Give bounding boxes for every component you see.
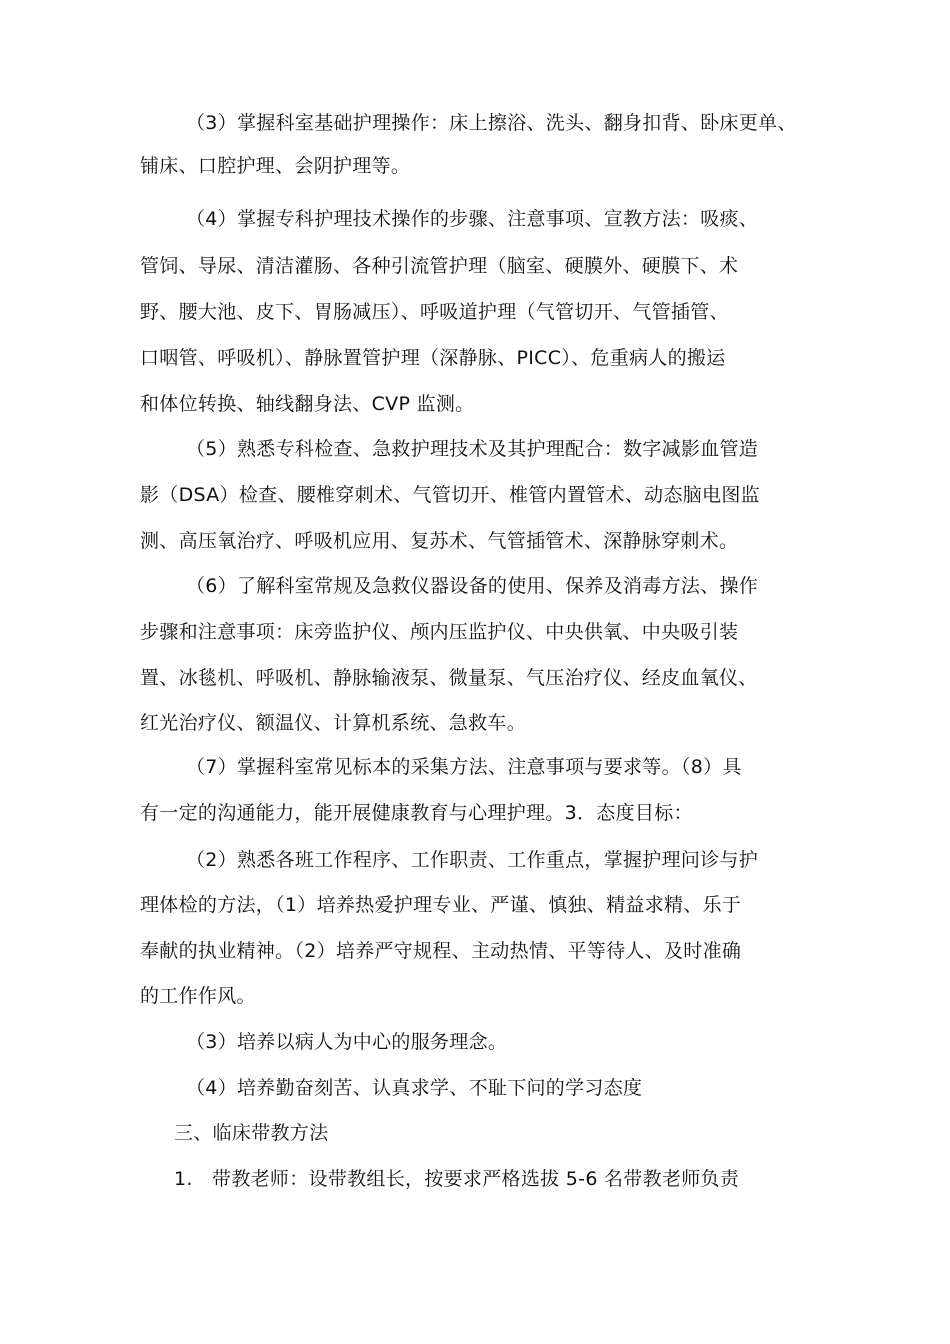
- text-line: 置、冰毯机、呼吸机、静脉输液泵、微量泵、气压治疗仪、经皮血氧仪、: [140, 667, 758, 689]
- text-line: 测、高压氧治疗、呼吸机应用、复苏术、气管插管术、深静脉穿刺术。: [140, 530, 739, 552]
- text-line: 的工作作风。: [140, 985, 256, 1007]
- text-line: （2）熟悉各班工作程序、工作职责、工作重点，掌握护理问诊与护: [186, 849, 759, 871]
- text-line: 野、腰大池、皮下、胃肠减压）、呼吸道护理（气管切开、气管插管、: [140, 301, 729, 323]
- text-line: 口咽管、呼吸机）、静脉置管护理（深静脉、PICC）、危重病人的搬运: [140, 347, 726, 369]
- text-line: 理体检的方法，（1）培养热爱护理专业、严谨、慎独、精益求精、乐于: [140, 894, 742, 916]
- text-line: （3）掌握科室基础护理操作：床上擦浴、洗头、翻身扣背、卧床更单、: [186, 112, 797, 134]
- text-line: （4）掌握专科护理技术操作的步骤、注意事项、宣教方法：吸痰、: [186, 208, 759, 230]
- text-line: （3）培养以病人为中心的服务理念。: [186, 1031, 508, 1053]
- text-line: （4）培养勤奋刻苦、认真求学、不耻下问的学习态度: [186, 1077, 643, 1099]
- section-heading: 三、临床带教方法: [174, 1122, 329, 1144]
- text-line: 红光治疗仪、额温仪、计算机系统、急救车。: [140, 712, 527, 734]
- text-line: （6）了解科室常规及急救仪器设备的使用、保养及消毒方法、操作: [186, 575, 759, 597]
- text-line: 影（DSA）检查、腰椎穿刺术、气管切开、椎管内置管术、动态脑电图监: [140, 484, 760, 506]
- text-line: 有一定的沟通能力，能开展健康教育与心理护理。3．态度目标：: [140, 802, 693, 824]
- text-line: （7）掌握科室常见标本的采集方法、注意事项与要求等。（8）具: [186, 756, 742, 778]
- text-line: 铺床、口腔护理、会阴护理等。: [140, 155, 411, 177]
- text-line: （5）熟悉专科检查、急救护理技术及其护理配合：数字减影血管造: [186, 438, 759, 460]
- text-line: 步骤和注意事项：床旁监护仪、颅内压监护仪、中央供氧、中央吸引装: [140, 621, 739, 643]
- text-line: 和体位转换、轴线翻身法、CVP 监测。: [140, 393, 475, 415]
- text-line: 奉献的执业精神。（2）培养严守规程、主动热情、平等待人、及时准确: [140, 940, 742, 962]
- text-line: 1. 带教老师：设带教组长，按要求严格选拔 5-6 名带教老师负责: [174, 1168, 740, 1190]
- text-line: 管饲、导尿、清洁灌肠、各种引流管护理（脑室、硬膜外、硬膜下、术: [140, 255, 739, 277]
